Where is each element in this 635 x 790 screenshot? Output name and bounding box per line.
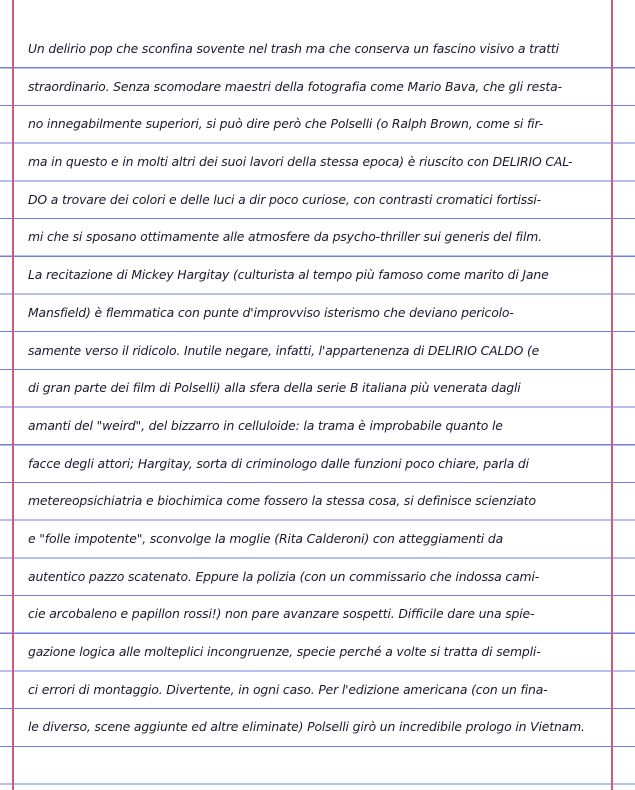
text-line: no innegabilmente superiori, si può dire però che Polselli (o Ralph Brown, come si fir- [28,116,544,132]
text-line: facce degli attori; Hargitay, sorta di criminologo dalle funzioni poco chiare, parla di [28,455,529,471]
text-line: samente verso il ridicolo. Inutile negare, infatti, l'appartenenza di DELIRIO CALDO (e [28,342,540,358]
text-line: Mansfield) è flemmatica con punte d'improvviso isterismo che deviano pericolo- [28,304,514,320]
text-line: di gran parte dei film di Polselli) alla sfera della serie B italiana più venerata dagli [28,380,521,396]
text-line: mi che si sposano ottimamente alle atmosfere da psycho-thriller sui generis del film. [28,229,542,245]
text-line: DO a trovare dei colori e delle luci a dir poco curiose, con contrasti cromatici fortissi- [28,191,541,207]
text-line: gazione logica alle molteplici incongruenze, specie perché a volte si tratta di sempli- [28,644,541,659]
text-line: le diverso, scene aggiunte ed altre eliminate) Polselli girò un incredibile prologo in Vietnam. [28,719,585,735]
text-line: Un delirio pop che sconfina sovente nel trash ma che conserva un fascino visivo a tratti [28,41,559,56]
text-line: ma in questo e in molti altri dei suoi lavori della stessa epoca) è riuscito con DELIRIO CAL- [28,154,573,170]
text-line: cie arcobaleno e papillon rossi!) non pare avanzare sospetti. Difficile dare una spie- [28,606,535,622]
text-line: amanti del "weird", del bizzarro in celluloide: la trama è improbabile quanto le [28,417,503,433]
text-line: La recitazione di Mickey Hargitay (culturista al tempo più famoso come marito di Jane [28,267,549,283]
text-line: metereopsichiatria e biochimica come fossero la stessa cosa, si definisce scienziato [28,493,536,509]
handwritten-text-block [28,30,614,746]
left-margin-rule [12,0,14,790]
text-line: e "folle impotente", sconvolge la moglie (Rita Calderoni) con atteggiamenti da [28,530,504,546]
text-line: ci errori di montaggio. Divertente, in ogni caso. Per l'edizione americana (con un fina- [28,681,548,697]
text-line: straordinario. Senza scomodare maestri della fotografia come Mario Bava, che gli resta- [28,78,562,94]
text-line: autentico pazzo scatenato. Eppure la polizia (con un commissario che indossa cami- [28,568,540,584]
